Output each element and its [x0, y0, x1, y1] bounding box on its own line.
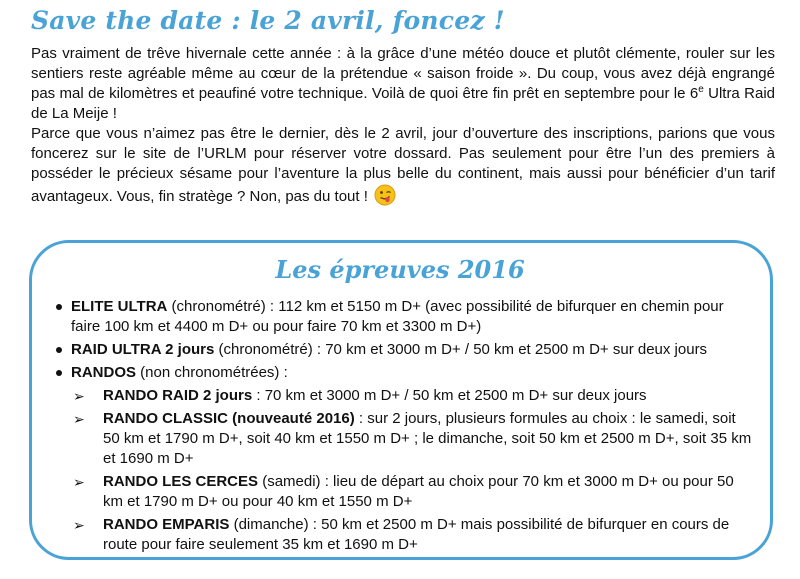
events-list	[53, 297, 753, 558]
list-item: RANDOS (non chronométrées) :	[53, 363, 753, 383]
intro-text	[31, 44, 775, 207]
winking-tongue-smiley-icon	[374, 184, 396, 206]
events-panel-title: Les épreuves 2016	[275, 255, 525, 284]
headline: Save the date : le 2 avril, foncez !	[31, 6, 505, 35]
intro-paragraph-1: Pas vraiment de trêve hivernale cette année : à la grâce d’une météo douce et plutôt clémente, rouler sur les sentiers reste agréable même au cœur de la prétendue « saison froide ». Du coup, vous avez déjà engrangé pas mal de kilomètres et peaufiné votre technique. Voilà de quoi être fin prêt en septembre pour le 6e Ultra Raid de La Meije !	[31, 45, 775, 122]
arrow-bullet-icon: ➢	[73, 517, 85, 533]
list-item: ➢ RANDO CLASSIC (nouveauté 2016) : sur 2 jours, plusieurs formules au choix : le samedi, soit 50 km et 1790 m D+, soit 40 km et 1550 m D+ ; le dimanche, soit 50 km et 2500 m D+, soit 35 km et 1690 m D+	[73, 410, 752, 467]
intro-paragraph-2: Parce que vous n’aimez pas être le dernier, dès le 2 avril, jour d’ouverture des inscriptions, parions que vous foncerez sur le site de l’URLM pour réserver votre dossard. Pas seulement pour être l’un des premiers à posséder le précieux sésame pour l’aventure la plus belle du continent, mais aussi pour bénéficier d’un tarif avantageux. Vous, fin stratège ? Non, pas du tout !	[31, 125, 775, 205]
arrow-bullet-icon: ➢	[73, 411, 85, 427]
list-item: ➢ RANDO EMPARIS (dimanche) : 50 km et 2500 m D+ mais possibilité de bifurquer en cours de route pour faire seulement 35 km et 1690 m D+	[73, 516, 730, 553]
arrow-bullet-icon: ➢	[73, 474, 85, 490]
list-item: RAID ULTRA 2 jours (chronométré) : 70 km et 3000 m D+ / 50 km et 2500 m D+ sur deux jours	[53, 340, 753, 360]
arrow-bullet-icon: ➢	[73, 388, 85, 404]
list-item: ELITE ULTRA (chronométré) : 112 km et 5150 m D+ (avec possibilité de bifurquer en chemin pour faire 100 km et 4400 m D+ ou pour faire 70 km et 3300 m D+)	[53, 297, 753, 337]
list-item: ➢ RANDO LES CERCES (samedi) : lieu de départ au choix pour 70 km et 3000 m D+ ou pour 50 km et 1790 m D+ ou pour 40 km et 1550 m D+	[73, 473, 734, 510]
list-item: ➢ RANDO RAID 2 jours : 70 km et 3000 m D+ / 50 km et 2500 m D+ sur deux jours	[73, 387, 647, 404]
